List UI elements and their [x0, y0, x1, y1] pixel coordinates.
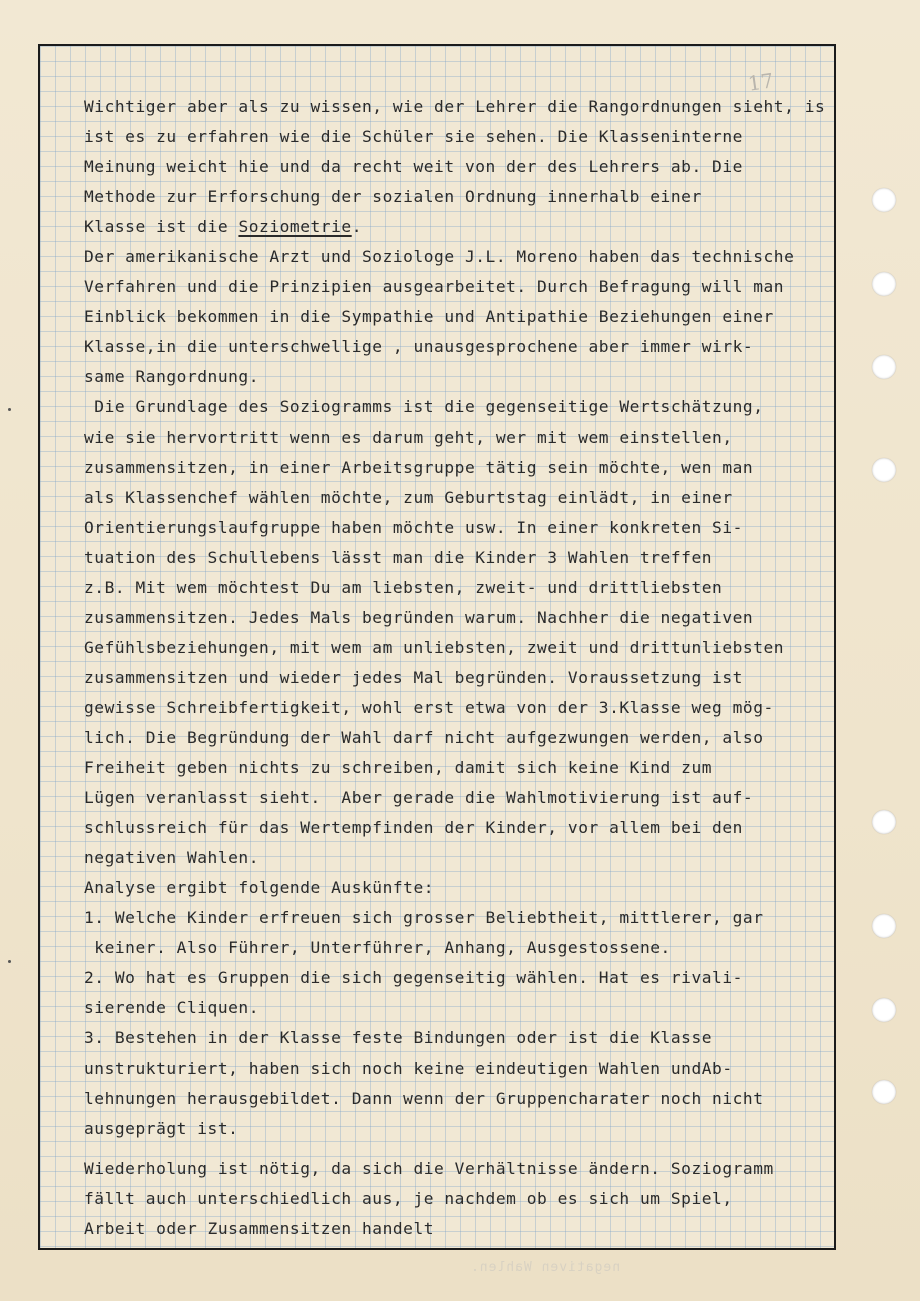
bleed-through-text: negativen Wahlen.: [470, 1260, 621, 1275]
text-line: Methode zur Erforschung der sozialen Ordnung innerhalb einer: [84, 187, 702, 207]
punch-hole: [872, 355, 896, 379]
text-line: gewisse Schreibfertigkeit, wohl erst etwa von der 3.Klasse weg mög-: [84, 697, 774, 717]
text-line: Wiederholung ist nötig, da sich die Verhältnisse ändern. Soziogramm: [84, 1158, 774, 1178]
margin-mark: [8, 408, 11, 411]
text-line: 1. Welche Kinder erfreuen sich grosser Beliebtheit, mittlerer, gar: [84, 908, 764, 928]
punch-hole: [872, 810, 896, 834]
text-line: Einblick bekommen in die Sympathie und Antipathie Beziehungen einer: [84, 307, 774, 327]
text-line-soziometrie: [84, 212, 854, 242]
text-line: Orientierungslaufgruppe haben möchte usw. In einer konkreten Si-: [84, 517, 743, 537]
text-line: Die Grundlage des Soziogramms ist die gegenseitige Wertschätzung,: [84, 397, 764, 417]
typewritten-text: [84, 92, 854, 1244]
punch-hole: [872, 188, 896, 212]
text-line: lehnungen herausgebildet. Dann wenn der Gruppencharater noch nicht: [84, 1088, 764, 1108]
punch-hole: [872, 998, 896, 1022]
blank-line: [84, 1144, 854, 1154]
punch-hole: [872, 272, 896, 296]
text-line: lich. Die Begründung der Wahl darf nicht aufgezwungen werden, also: [84, 727, 764, 747]
text-line: Verfahren und die Prinzipien ausgearbeitet. Durch Befragung will man: [84, 277, 785, 297]
text-line: wie sie hervortritt wenn es darum geht, wer mit wem einstellen,: [84, 427, 733, 447]
underlined-term: Soziometrie: [238, 217, 352, 237]
text-line: zusammensitzen, in einer Arbeitsgruppe tätig sein möchte, wen man: [84, 457, 754, 477]
text-line: ausgeprägt ist.: [84, 1118, 239, 1138]
text-segment: Klasse ist die: [84, 217, 239, 237]
text-line: Der amerikanische Arzt und Soziologe J.L. Moreno haben das technische: [84, 247, 795, 267]
text-line: unstrukturiert, haben sich noch keine eindeutigen Wahlen undAb-: [84, 1058, 733, 1078]
text-segment: .: [351, 217, 362, 237]
text-line: keiner. Also Führer, Unterführer, Anhang, Ausgestossene.: [84, 938, 671, 958]
punch-hole: [872, 914, 896, 938]
text-line: zusammensitzen. Jedes Mals begründen warum. Nachher die negativen: [84, 607, 754, 627]
margin-mark: [8, 960, 11, 963]
text-line: negativen Wahlen.: [84, 848, 260, 868]
text-line: Analyse ergibt folgende Auskünfte:: [84, 878, 435, 898]
text-line: fällt auch unterschiedlich aus, je nachdem ob es sich um Spiel,: [84, 1188, 733, 1208]
text-line: tuation des Schullebens lässt man die Kinder 3 Wahlen treffen: [84, 547, 713, 567]
text-line: Klasse,in die unterschwellige , unausgesprochene aber immer wirk-: [84, 337, 754, 357]
text-line: schlussreich für das Wertempfinden der Kinder, vor allem bei den: [84, 818, 743, 838]
text-line: Lügen veranlasst sieht. Aber gerade die Wahlmotivierung ist auf-: [84, 788, 754, 808]
text-line: ist es zu erfahren wie die Schüler sie sehen. Die Klasseninterne: [84, 127, 743, 147]
text-line: sierende Cliquen.: [84, 998, 260, 1018]
text-line: Wichtiger aber als zu wissen, wie der Lehrer die Rangordnungen sieht, is: [84, 97, 826, 116]
text-line: zusammensitzen und wieder jedes Mal begründen. Voraussetzung ist: [84, 667, 743, 687]
page-number: 17: [746, 68, 775, 96]
text-line: als Klassenchef wählen möchte, zum Geburtstag einlädt, in einer: [84, 487, 733, 507]
text-line: Freiheit geben nichts zu schreiben, damit sich keine Kind zum: [84, 758, 713, 778]
punch-hole: [872, 458, 896, 482]
text-line: Arbeit oder Zusammensitzen handelt: [84, 1218, 435, 1238]
text-line: Meinung weicht hie und da recht weit von der des Lehrers ab. Die: [84, 157, 743, 177]
punch-hole: [872, 1080, 896, 1104]
text-line: Gefühlsbeziehungen, mit wem am unliebsten, zweit und drittunliebsten: [84, 637, 785, 657]
text-line: 3. Bestehen in der Klasse feste Bindungen oder ist die Klasse: [84, 1028, 713, 1048]
text-line: 2. Wo hat es Gruppen die sich gegenseitig wählen. Hat es rivali-: [84, 968, 743, 988]
text-line: same Rangordnung.: [84, 367, 260, 387]
text-line: z.B. Mit wem möchtest Du am liebsten, zweit- und drittliebsten: [84, 577, 723, 597]
